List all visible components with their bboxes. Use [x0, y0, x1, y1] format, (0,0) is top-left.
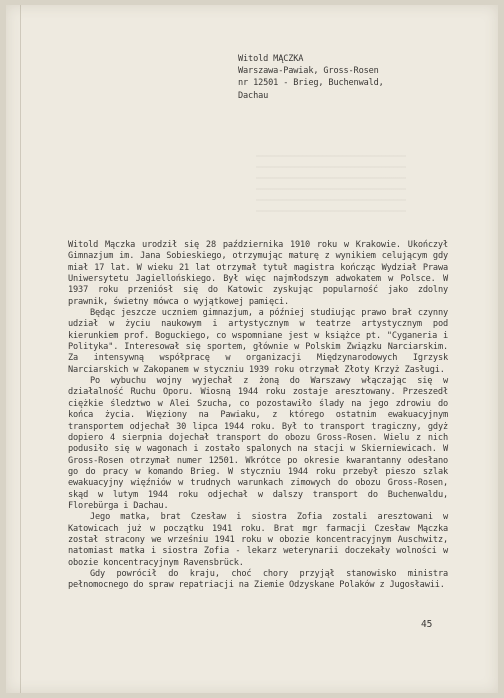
paragraph-war-imprisonment: Po wybuchu wojny wyjechał z żoną do Warszawy włączając się w działalność Ruchu Oporu. Wiosną 1944 roku zostaje aresztowany. Przeszedł ciężkie śledztwo w Alei Szucha, co pozostawiło ślady na jego zdrowiu do końca życia. Więziony na Pawiaku, z którego ostatnim ewakuacyjnym transportem odjechał 30 lipca 1944 roku. Był to transport tragiczny, gdyż dopiero 4 sierpnia dojechał transport do obozu Gross-Rosen. Wielu z nich podusiło się w wagonach i zostało spalonych na stacji w Skierniewicach. W Gross-Rosen otrzymał numer 12501. Wkrótce po okresie kwarantanny odesłano go do pracy w komando Brieg. W styczniu 1944 roku przebył pieszo szlak ewakuacyjny więźniów w trudnych warunkach zimowych do obozu Gross-Rosen, skąd w lutym 1944 roku odjechał w dalszy transport do Buchenwaldu, Florebürga i Dachau.	[68, 376, 448, 511]
header-camps-line-2: nr 12501 - Brieg, Buchenwald,	[238, 78, 384, 89]
paragraph-family: Jego matka, brat Czesław i siostra Zofia zostali aresztowani w Katowicach już w początku 1941 roku. Brat mgr farmacji Czesław Mączka został stracony we wrześniu 1941 roku w obozie koncentracyjnym Auschwitz, natomiast matka i siostra Zofia - lekarz weterynarii doczekały wolności w obozie koncentracyjnym Ravensbrück.	[68, 512, 448, 568]
author-header	[238, 53, 384, 102]
page-number: 45	[421, 619, 433, 630]
reverse-side-show-through	[256, 155, 406, 215]
document-body	[68, 240, 448, 592]
header-name: Witold MĄCZKA	[238, 54, 304, 64]
document-page	[6, 5, 498, 693]
paragraph-student-years: Będąc jeszcze uczniem gimnazjum, a później studiując prawo brał czynny udział w życiu naukowym i artystycznym w teatrze artystycznym pod kierunkiem prof. Boguckiego, co wspomniane jest w książce pt. "Cyganeria i Polityka". Interesował się sportem, głównie w Polskim Związku Narciarskim. Za intensywną współpracę w organizacji Międzynarodowych Igrzysk Narciarskich w Zakopanem w styczniu 1939 roku otrzymał Złoty Krzyż Zasługi.	[68, 308, 448, 375]
header-camps-line-1: Warszawa-Pawiak, Gross-Rosen	[238, 66, 379, 77]
header-camps-line-3: Dachau	[238, 90, 269, 101]
paragraph-return: Gdy powrócił do kraju, choć chory przyjął stanowisko ministra pełnomocnego do spraw repatriacji na Ziemie Odzyskane Polaków z Jugosławii.	[68, 568, 448, 591]
page-fold-line	[20, 5, 21, 693]
paragraph-biography: Witold Mączka urodził się 28 października 1910 roku w Krakowie. Ukończył Gimnazjum im. Jana Sobieskiego, otrzymując maturę z wynikiem celującym gdy miał 17 lat. W wieku 21 lat otrzymał tytuł magistra kończąc Wydział Prawa Uniwersytetu Jagiellońskiego. Był więc najmłodszym adwokatem w Polsce. W 1937 roku przeniósł się do Katowic zyskując popularność jako zdolny prawnik, świetny mówca o wyjątkowej pamięci.	[68, 240, 448, 307]
